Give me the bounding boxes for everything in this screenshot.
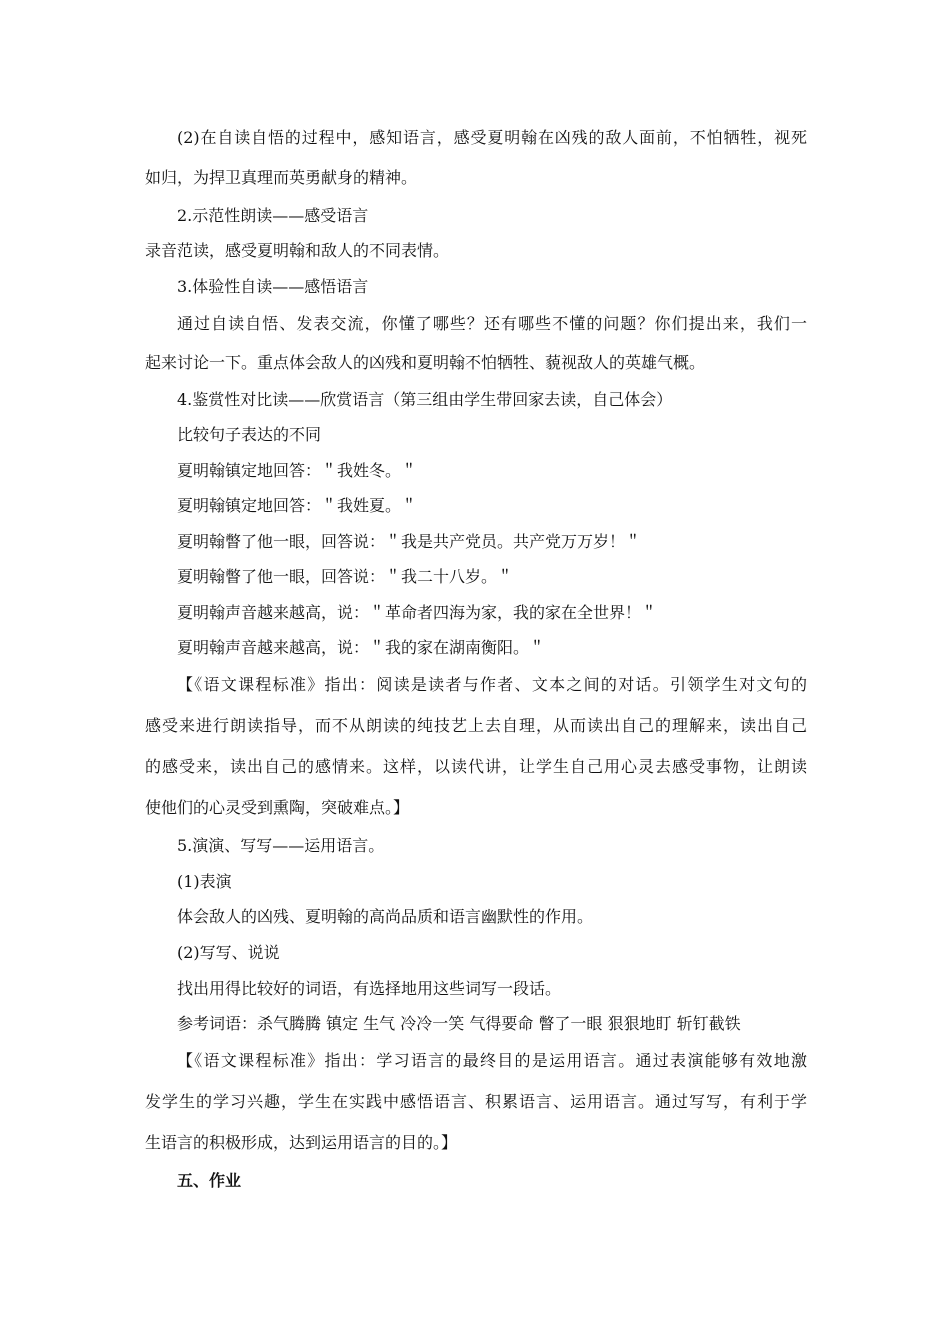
- section-title: 五、作业: [177, 1171, 242, 1190]
- commentary-line: 感受来进行朗读指导，而不从朗读的纯技艺上去自理，从而读出自己的理解来，读出自己: [145, 716, 807, 735]
- subheading: (2)写写、说说: [177, 943, 280, 962]
- commentary-line: 的感受来，读出自己的感情来。这样，以读代讲，让学生自己用心灵去感受事物，让朗读: [145, 757, 807, 776]
- paragraph-line: 录音范读，感受夏明翰和敌人的不同表情。: [145, 241, 450, 260]
- paragraph-line: 通过自读自悟、发表交流，你懂了哪些？还有哪些不懂的问题？你们提出来，我们一: [177, 314, 807, 333]
- paragraph-line: (2)在自读自悟的过程中，感知语言，感受夏明翰在凶残的敌人面前，不怕牺牲，视死: [177, 128, 807, 147]
- section-heading: 2.示范性朗读——感受语言: [177, 206, 369, 225]
- commentary-line: 发学生的学习兴趣，学生在实践中感悟语言、积累语言、运用语言。通过写写，有利于学: [145, 1092, 807, 1111]
- commentary-line: 生语言的积极形成，达到运用语言的目的。】: [145, 1133, 458, 1152]
- example-sentence: 夏明翰镇定地回答：＂我姓冬。＂: [177, 461, 418, 480]
- example-sentence: 夏明翰声音越来越高，说：＂我的家在湖南衡阳。＂: [177, 638, 546, 657]
- commentary-line: 使他们的心灵受到熏陶，突破难点。】: [145, 798, 410, 817]
- example-sentence: 夏明翰镇定地回答：＂我姓夏。＂: [177, 496, 418, 515]
- subheading: (1)表演: [177, 872, 232, 891]
- paragraph-line: 如归，为捍卫真理而英勇献身的精神。: [145, 168, 418, 187]
- section-heading: 5.演演、写写——运用语言。: [177, 836, 385, 855]
- word-list: 参考词语：杀气腾腾 镇定 生气 冷冷一笑 气得要命 瞥了一眼 狠狠地盯 斩钉截铁: [177, 1014, 741, 1033]
- section-heading: 4.鉴赏性对比读——欣赏语言（第三组由学生带回家去读，自己体会）: [177, 390, 673, 409]
- example-sentence: 夏明翰瞥了他一眼，回答说：＂我二十八岁。＂: [177, 567, 514, 586]
- paragraph-line: 比较句子表达的不同: [177, 425, 322, 444]
- commentary-line: 【《语文课程标准》指出：学习语言的最终目的是运用语言。通过表演能够有效地激: [177, 1051, 807, 1070]
- commentary-line: 【《语文课程标准》指出：阅读是读者与作者、文本之间的对话。引领学生对文句的: [177, 675, 807, 694]
- example-sentence: 夏明翰声音越来越高，说：＂革命者四海为家，我的家在全世界！＂: [177, 603, 658, 622]
- paragraph-line: 起来讨论一下。重点体会敌人的凶残和夏明翰不怕牺牲、藐视敌人的英雄气概。: [145, 353, 706, 372]
- paragraph-line: 体会敌人的凶残、夏明翰的高尚品质和语言幽默性的作用。: [177, 907, 594, 926]
- paragraph-line: 找出用得比较好的词语，有选择地用这些词写一段话。: [177, 979, 562, 998]
- section-heading: 3.体验性自读——感悟语言: [177, 277, 369, 296]
- example-sentence: 夏明翰瞥了他一眼，回答说：＂我是共产党员。共产党万万岁！＂: [177, 532, 642, 551]
